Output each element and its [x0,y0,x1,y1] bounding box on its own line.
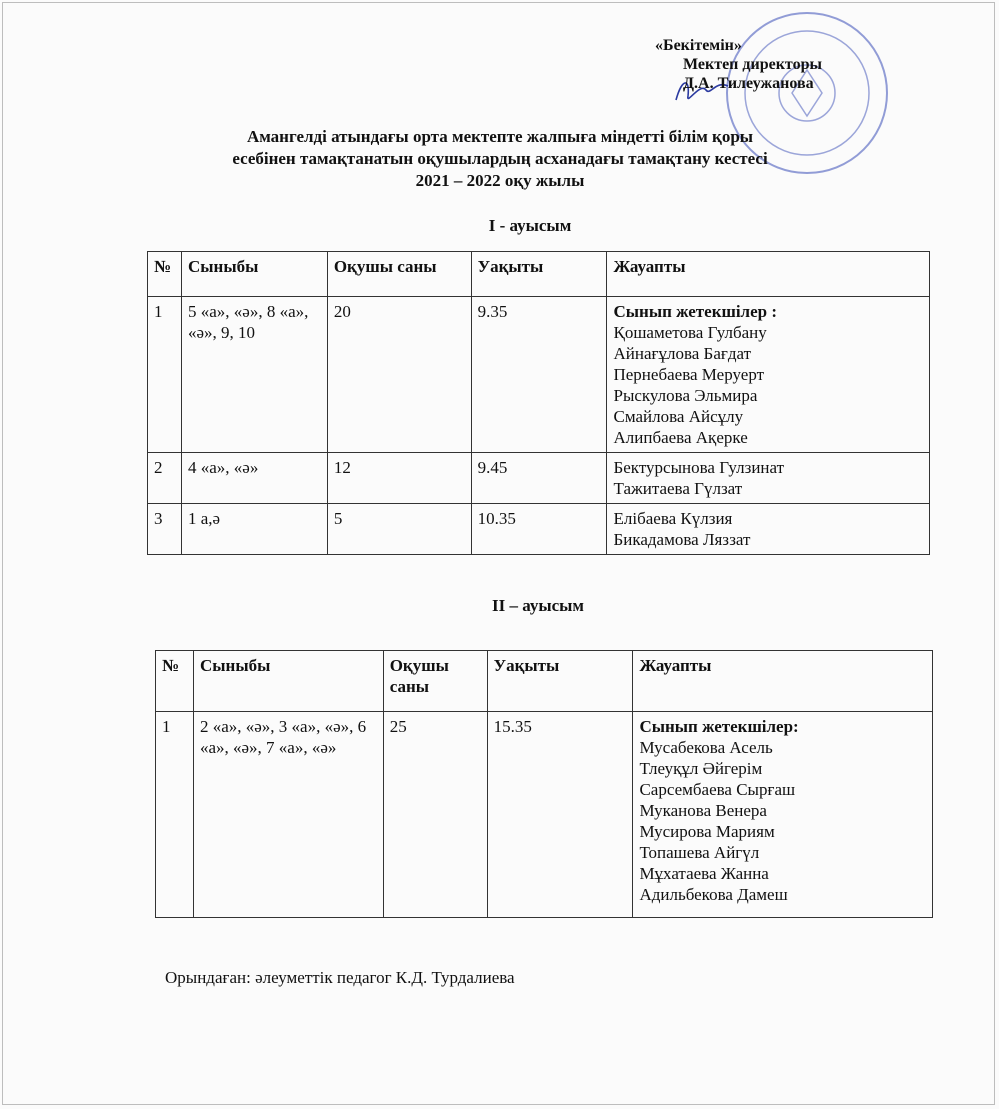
responsible-name: Пернебаева Меруерт [613,365,765,384]
responsible-name: Муканова Венера [639,801,767,820]
header-time: Уақыты [471,252,607,297]
responsible-name: Топашева Айгүл [639,843,760,862]
document-title [120,126,880,192]
shift-2-heading: ІІ – ауысым [491,596,585,615]
responsible-name: Тлеуқұл Әйгерім [639,759,763,778]
cell-responsible [607,504,930,555]
cell-class: 4 «а», «ә» [181,453,327,504]
header-count: Оқушы саны [383,651,487,712]
responsible-name: Елібаева Күлзия [613,509,733,528]
responsible-name: Мусирова Мариям [639,822,775,841]
responsible-name: Айнағұлова Бағдат [613,344,752,363]
responsible-name: Смайлова Айсұлу [613,407,744,426]
table-row [148,504,930,555]
cell-count: 20 [327,297,471,453]
responsible-name: Мусабекова Асель [639,738,773,757]
header-responsible: Жауапты [607,252,930,297]
cell-time: 10.35 [471,504,607,555]
approval-director-name: Д.А. Тилеужанова [683,75,814,92]
responsible-name: Сарсембаева Сырғаш [639,780,796,799]
title-line-1: Амангелді атындағы орта мектепте жалпыға міндетті білім қоры [246,127,754,146]
shift-1-table [147,251,930,555]
shift-1-heading: І - ауысым [488,216,572,235]
responsible-name: Қошаметова Гулбану [613,323,767,342]
cell-time: 9.35 [471,297,607,453]
header-responsible: Жауапты [633,651,933,712]
responsible-label: Сынып жетекшілер: [639,717,799,736]
approval-block [655,36,822,93]
approval-position: Мектеп директоры [683,56,822,73]
cell-class: 1 а,ә [181,504,327,555]
cell-count: 25 [383,712,487,918]
executed-by: Орындаған: әлеуметтік педагог К.Д. Турдалиева [165,968,515,987]
header-class: Сыныбы [193,651,383,712]
cell-class: 2 «а», «ә», 3 «а», «ә», 6 «а», «ә», 7 «а», «ә» [193,712,383,918]
cell-responsible [633,712,933,918]
approval-title: «Бекітемін» [655,37,742,54]
responsible-label: Сынып жетекшілер : [613,302,778,321]
table-header-row [156,651,933,712]
responsible-name: Тажитаева Гүлзат [613,479,743,498]
cell-num: 1 [148,297,182,453]
header-num: № [148,252,182,297]
title-line-3: 2021 – 2022 оқу жылы [415,171,585,190]
table-row [156,712,933,918]
responsible-name: Мұхатаева Жанна [639,864,769,883]
cell-num: 3 [148,504,182,555]
responsible-name: Алипбаева Ақерке [613,428,748,447]
cell-time: 15.35 [487,712,633,918]
table-header-row [148,252,930,297]
cell-num: 1 [156,712,194,918]
responsible-name: Бикадамова Ляззат [613,530,751,549]
cell-responsible [607,453,930,504]
cell-count: 12 [327,453,471,504]
cell-count: 5 [327,504,471,555]
header-num: № [156,651,194,712]
header-count: Оқушы саны [327,252,471,297]
header-time: Уақыты [487,651,633,712]
table-row [148,297,930,453]
title-line-2: есебінен тамақтанатын оқушылардың асханадағы тамақтану кестесі [232,149,768,168]
cell-num: 2 [148,453,182,504]
responsible-name: Рыскулова Эльмира [613,386,758,405]
header-class: Сыныбы [181,252,327,297]
shift-2-table [155,650,933,918]
cell-time: 9.45 [471,453,607,504]
responsible-name: Адильбекова Дамеш [639,885,788,904]
responsible-name: Бектурсынова Гулзинат [613,458,785,477]
cell-class: 5 «а», «ә», 8 «а», «ә», 9, 10 [181,297,327,453]
cell-responsible [607,297,930,453]
table-row [148,453,930,504]
